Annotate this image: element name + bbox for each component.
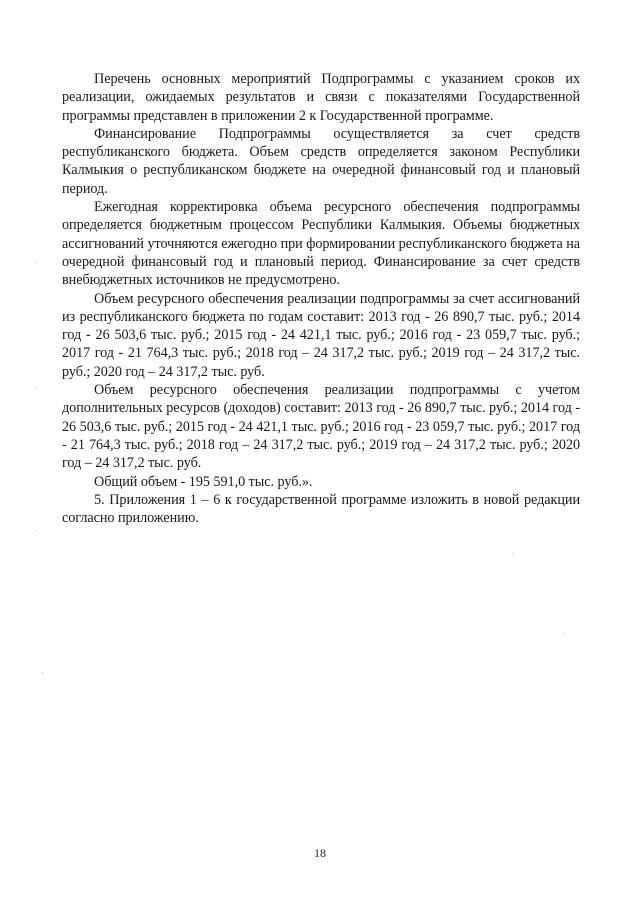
paragraph-additional-resources: Объем ресурсного обеспечения реализации подпрограммы с учетом дополнительных ресурсов (доходов) составит: 2013 год - 26 890,7 тыс. руб.; 2014 год - 26 503,6 тыс. руб.; 2015 год - 24 421,1 тыс. руб.; 2016 год - 23 059,7 тыс. руб.; 2017 год - 21 764,3 тыс. руб.; 2018 год – 24 317,2 тыс. руб.; 2019 год – 24 317,2 тыс. руб.; 2020 год – 24 317,2 тыс. руб. — [62, 382, 580, 472]
scan-speck — [35, 262, 36, 263]
document-body — [62, 70, 580, 527]
paragraph-budget-by-year: Объем ресурсного обеспечения реализации подпрограммы за счет ассигнований из республиканского бюджета по годам составит: 2013 год - 26 890,7 тыс. руб.; 2014 год - 26 503,6 тыс. руб.; 2015 год - 24 421,1 тыс. руб.; 2016 год - 23 059,7 тыс. руб.; 2017 год - 21 764,3 тыс. руб.; 2018 год – 24 317,2 тыс. руб.; 2019 год – 24 317,2 тыс. руб.; 2020 год – 24 317,2 тыс. руб. — [62, 290, 580, 380]
scan-speck — [512, 553, 513, 554]
scan-speck — [42, 672, 43, 673]
paragraph-appendices: 5. Приложения 1 – 6 к государственной программе изложить в новой редакции согласно приложению. — [62, 491, 580, 527]
paragraph-financing: Финансирование Подпрограммы осуществляется за счет средств республиканского бюджета. Объем средств определяется законом Республики Калмыкия о республиканском бюджете на очередной финансовый год и плановый период. — [62, 125, 580, 197]
paragraph-activities-list: Перечень основных мероприятий Подпрограммы с указанием сроков их реализации, ожидаемых результатов и связи с показателями Государственной программы представлен в приложении 2 к Государственной программе. — [62, 71, 580, 124]
scan-speck — [564, 633, 565, 634]
scan-speck — [35, 530, 36, 531]
paragraph-total-volume: Общий объем - 195 591,0 тыс. руб.». — [94, 473, 313, 490]
scan-speck — [35, 388, 36, 389]
paragraph-annual-adjustment: Ежегодная корректировка объема ресурсного обеспечения подпрограммы определяется бюджетным процессом Республики Калмыкия. Объемы бюджетных ассигнований уточняются ежегодно при формировании республиканского бюджета на очередной финансовый год и плановый период. Финансирование за счет средств внебюджетных источников не предусмотрено. — [62, 199, 580, 289]
page-number: 18 — [314, 846, 326, 860]
